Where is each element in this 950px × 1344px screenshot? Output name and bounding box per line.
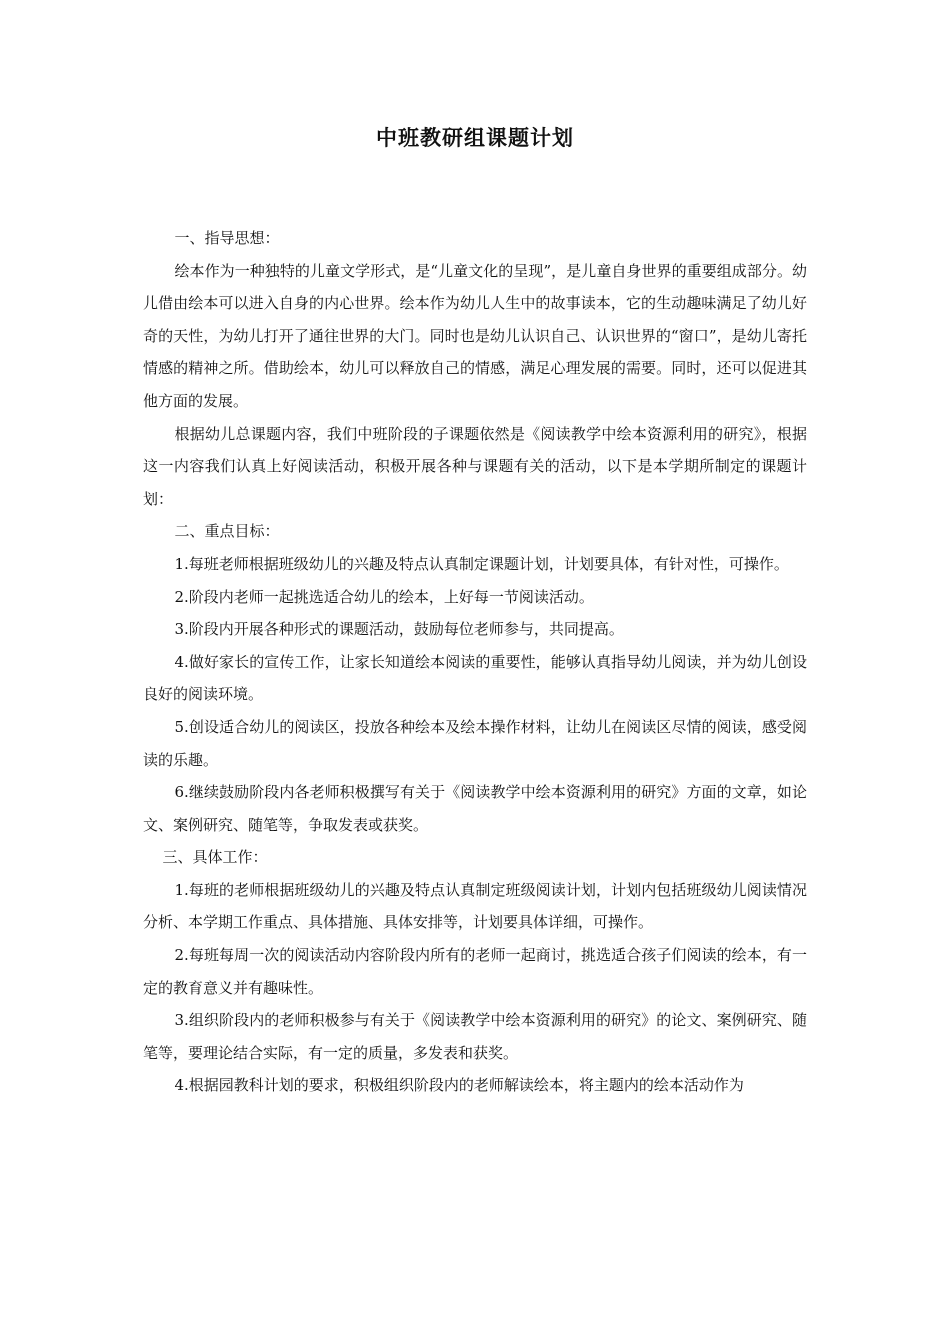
document-title: 中班教研组课题计划	[376, 125, 574, 150]
work-item: 2.每班每周一次的阅读活动内容阶段内所有的老师一起商讨，挑选适合孩子们阅读的绘本，有一定的教育意义并有趣味性。	[143, 946, 807, 997]
section-heading-goals: 二、重点目标：	[174, 522, 280, 541]
work-item: 4.根据园教科计划的要求，积极组织阶段内的老师解读绘本，将主题内的绘本活动作为	[174, 1076, 744, 1095]
work-item: 1.每班的老师根据班级幼儿的兴趣及特点认真制定班级阅读计划，计划内包括班级幼儿阅读情况分析、本学期工作重点、具体措施、具体安排等，计划要具体详细，可操作。	[143, 880, 807, 932]
paragraph: 绘本作为一种独特的儿童文学形式，是“儿童文化的呈现”，是儿童自身世界的重要组成部分。幼儿借由绘本可以进入自身的内心世界。绘本作为幼儿人生中的故事读本，它的生动趣味满足了幼儿好奇的天性，为幼儿打开了通往世界的大门。同时也是幼儿认识自己、认识世界的“窗口”，是幼儿寄托情感的精神之所。借助绘本，幼儿可以释放自己的情感，满足心理发展的需要。同时，还可以促进其他方面的发展。	[143, 261, 807, 410]
paragraph: 根据幼儿总课题内容，我们中班阶段的子课题依然是《阅读教学中绘本资源利用的研究》，根据这一内容我们认真上好阅读活动，积极开展各种与课题有关的活动，以下是本学期所制定的课题计划：	[143, 424, 807, 508]
section-heading-work: 三、具体工作：	[162, 848, 268, 867]
document-body	[143, 222, 807, 1102]
goal-item: 3.阶段内开展各种形式的课题活动，鼓励每位老师参与，共同提高。	[174, 620, 624, 639]
goal-item: 4.做好家长的宣传工作，让家长知道绘本阅读的重要性，能够认真指导幼儿阅读，并为幼儿创设良好的阅读环境。	[143, 652, 807, 704]
goal-item: 6.继续鼓励阶段内各老师积极撰写有关于《阅读教学中绘本资源利用的研究》方面的文章，如论文、案例研究、随笔等，争取发表或获奖。	[143, 783, 807, 834]
goal-item: 2.阶段内老师一起挑选适合幼儿的绘本，上好每一节阅读活动。	[174, 587, 594, 606]
work-item: 3.组织阶段内的老师积极参与有关于《阅读教学中绘本资源利用的研究》的论文、案例研究、随笔等，要理论结合实际，有一定的质量，多发表和获奖。	[143, 1011, 807, 1062]
goal-item: 5.创设适合幼儿的阅读区，投放各种绘本及绘本操作材料，让幼儿在阅读区尽情的阅读，感受阅读的乐趣。	[143, 717, 807, 769]
section-heading-guiding: 一、指导思想：	[174, 229, 280, 247]
goal-item: 1.每班老师根据班级幼儿的兴趣及特点认真制定课题计划，计划要具体，有针对性，可操作。	[174, 554, 789, 573]
